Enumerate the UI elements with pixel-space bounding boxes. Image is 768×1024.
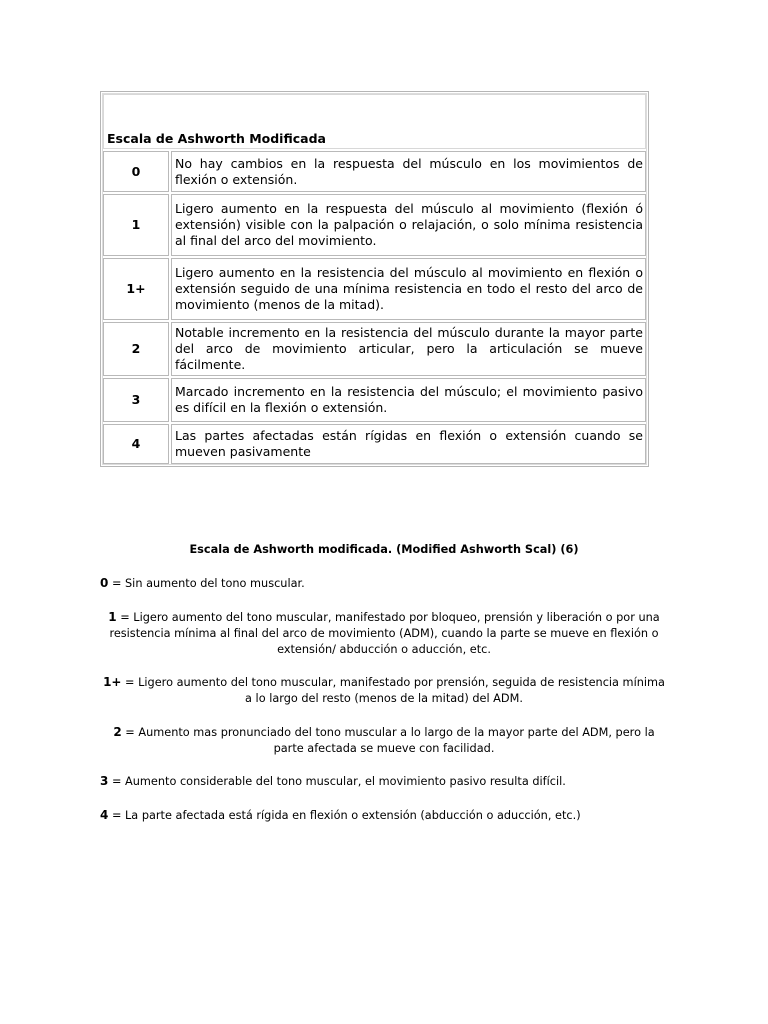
scale-entry (100, 609, 668, 658)
table-row (103, 424, 646, 464)
entry-text: = Sin aumento del tono muscular. (108, 577, 305, 590)
scale-entry (100, 773, 668, 790)
table-row (103, 322, 646, 376)
entry-text: = La parte afectada está rígida en flexión o extensión (abducción o aducción, etc.) (108, 809, 581, 822)
grade-cell: 2 (103, 322, 169, 376)
scale-entry (100, 724, 668, 757)
entry-text: = Aumento mas pronunciado del tono muscular a lo largo de la mayor parte del ADM, pero la parte afectada se mueve con facilidad. (121, 726, 655, 755)
grade-cell: 3 (103, 378, 169, 422)
table-row (103, 258, 646, 320)
entry-grade: 0 (100, 576, 109, 590)
table-title: Escala de Ashworth Modificada (103, 94, 646, 149)
entry-grade: 1 (108, 610, 117, 624)
entry-text: = Ligero aumento del tono muscular, manifestado por bloqueo, prensión y liberación o por una resistencia mínima al final del arco de movimiento (ADM), cuando la parte se mueve en flexión o extensión/ abducción o aducción, etc. (109, 611, 660, 656)
description-cell: Notable incremento en la resistencia del músculo durante la mayor parte del arco de movimiento articular, pero la articulación se mueve fácilmente. (171, 322, 646, 376)
entry-grade: 4 (100, 808, 109, 822)
scale-entry (100, 575, 668, 592)
grade-cell: 1+ (103, 258, 169, 320)
description-cell: Ligero aumento en la respuesta del músculo al movimiento (flexión ó extensión) visible con la palpación o relajación, o solo mínima resistencia al final del arco del movimiento. (171, 194, 646, 256)
description-cell: Marcado incremento en la resistencia del músculo; el movimiento pasivo es difícil en la flexión o extensión. (171, 378, 646, 422)
ashworth-table (100, 91, 649, 467)
scale-entry (100, 674, 668, 707)
entry-text: = Ligero aumento del tono muscular, manifestado por prensión, seguida de resistencia mínima a lo largo del resto (menos de la mitad) del ADM. (121, 676, 665, 705)
entry-grade: 3 (100, 774, 109, 788)
table-row (103, 378, 646, 422)
entry-grade: 2 (113, 725, 122, 739)
description-cell: Ligero aumento en la resistencia del músculo al movimiento en flexión o extensión seguido de una mínima resistencia en todo el resto del arco de movimiento (menos de la mitad). (171, 258, 646, 320)
section-title: Escala de Ashworth modificada. (Modified Ashworth Scal) (6) (189, 543, 579, 556)
description-cell: No hay cambios en la respuesta del músculo en los movimientos de flexión o extensión. (171, 151, 646, 192)
scale-table (101, 149, 648, 466)
entry-text: = Aumento considerable del tono muscular, el movimiento pasivo resulta difícil. (108, 775, 566, 788)
entry-grade: 1+ (103, 675, 122, 689)
grade-cell: 4 (103, 424, 169, 464)
description-cell: Las partes afectadas están rígidas en flexión o extensión cuando se mueven pasivamente (171, 424, 646, 464)
table-row (103, 194, 646, 256)
grade-cell: 1 (103, 194, 169, 256)
table-row (103, 151, 646, 192)
grade-cell: 0 (103, 151, 169, 192)
scale-entry (100, 807, 668, 824)
